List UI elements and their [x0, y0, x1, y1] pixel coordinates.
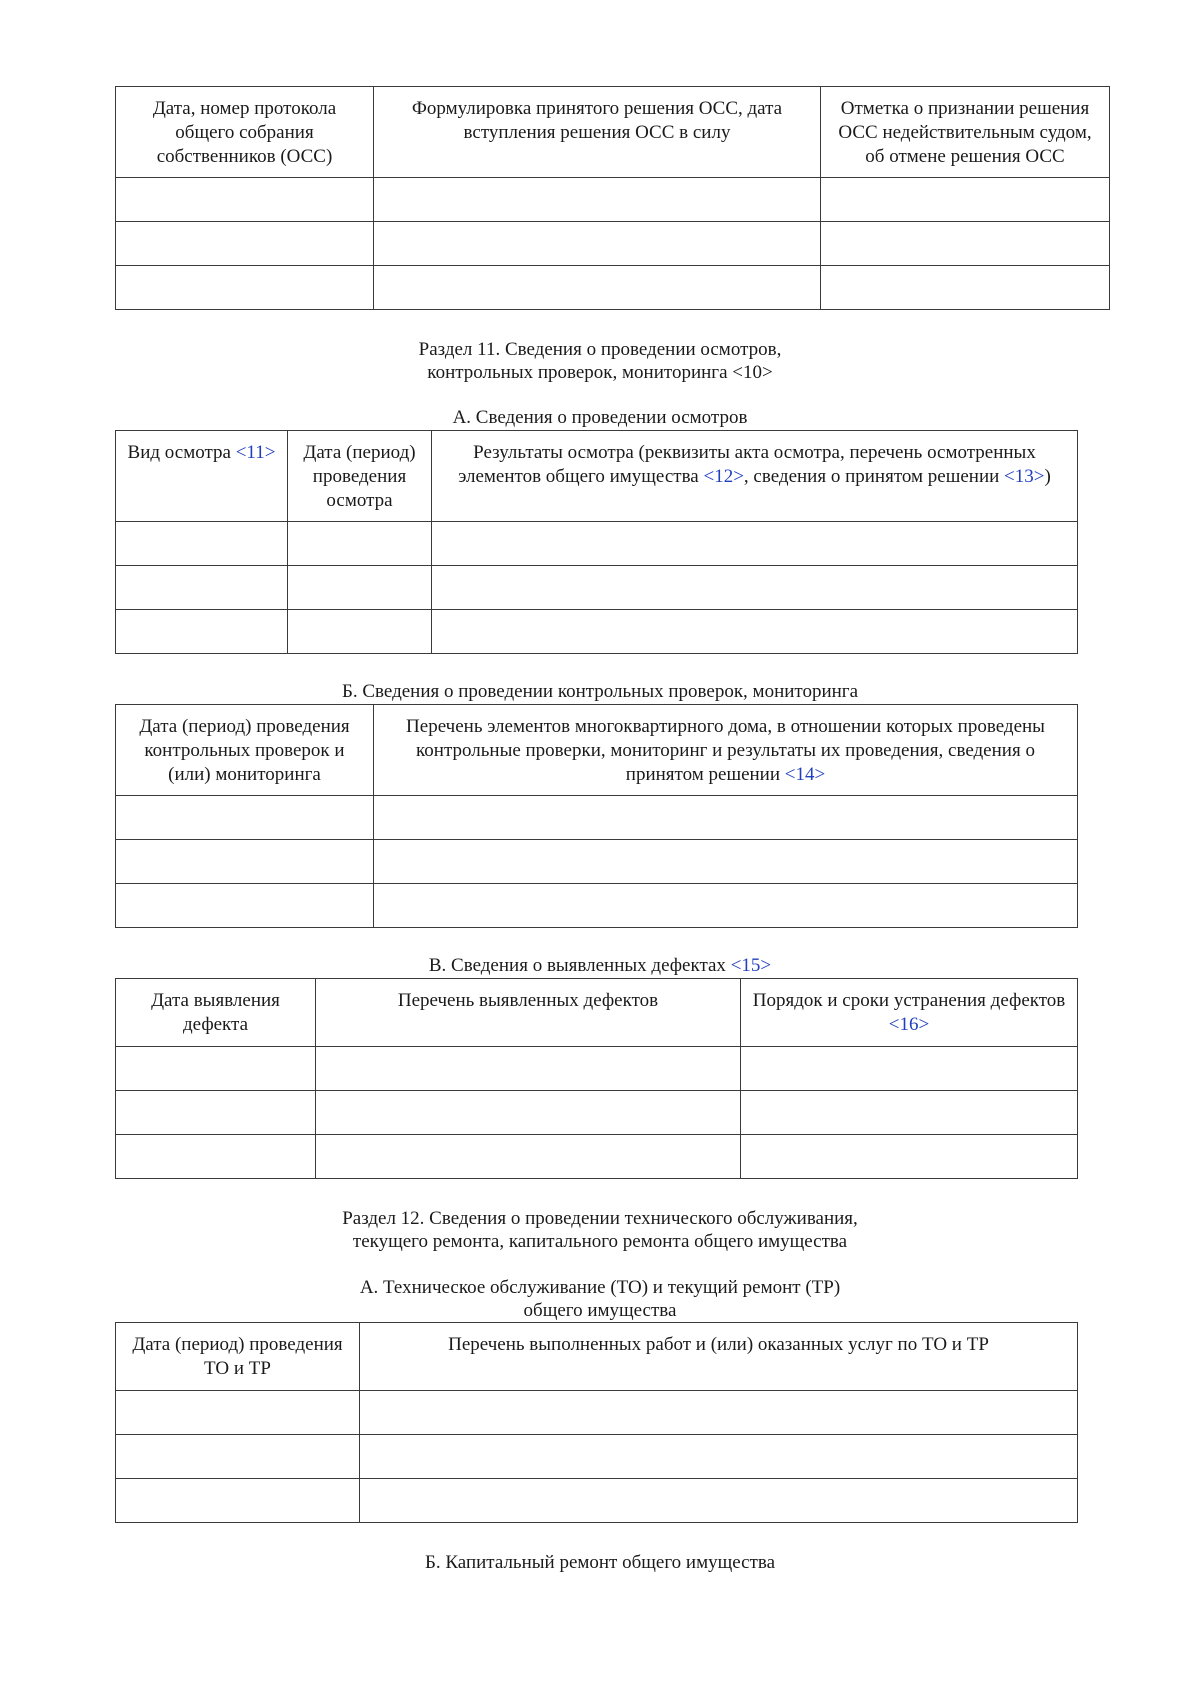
table-cell[interactable] [116, 796, 374, 840]
footnote-ref[interactable]: <10> [732, 362, 773, 383]
footnote-ref[interactable]: <13> [1004, 466, 1045, 487]
table-cell[interactable] [288, 566, 432, 610]
table-row [116, 1047, 1078, 1091]
column-header: Формулировка принятого решения ОСС, дата вступления решения ОСС в силу [374, 87, 821, 178]
footnote-ref[interactable]: <11> [235, 442, 276, 463]
table-cell[interactable] [116, 566, 288, 610]
footnote-ref[interactable]: <15> [730, 955, 772, 976]
column-header: Дата выявления дефекта [116, 979, 316, 1047]
table-cell[interactable] [116, 1047, 316, 1091]
column-header: Перечень выявленных дефектов [316, 979, 741, 1047]
header-text: Вид осмотра [127, 442, 231, 463]
table-row [116, 522, 1078, 566]
column-header: Дата (период) проведения осмотра [288, 431, 432, 522]
section-11-line1: Раздел 11. Сведения о проведении осмотров, [418, 339, 782, 360]
table-cell[interactable] [288, 522, 432, 566]
table-row [116, 1435, 1078, 1479]
column-header [116, 431, 288, 522]
table-cell[interactable] [116, 1479, 360, 1523]
defects-title-text: В. Сведения о выявленных дефектах [428, 955, 726, 976]
table-row [116, 222, 1110, 266]
inspections-title: А. Сведения о проведении осмотров [452, 407, 748, 428]
maintenance-title-line2: общего имущества [523, 1300, 677, 1321]
table-row [116, 1391, 1078, 1435]
table-cell[interactable] [821, 222, 1110, 266]
header-text: ) [1044, 466, 1051, 487]
monitoring-table [115, 704, 1078, 928]
table-cell[interactable] [116, 266, 374, 310]
table-header-row [116, 705, 1078, 796]
table-row [116, 796, 1078, 840]
section-11-line2-text: контрольных проверок, мониторинга [427, 362, 728, 383]
table-row [116, 1479, 1078, 1523]
table-cell[interactable] [116, 1135, 316, 1179]
table-cell[interactable] [116, 1435, 360, 1479]
column-header: Дата (период) проведения контрольных проверок и (или) мониторинга [116, 705, 374, 796]
occ-decisions-table [115, 86, 1110, 310]
header-text: Перечень элементов многоквартирного дома, в отношении которых проведены контрольные проверки, мониторинг и результаты их проведения, сведения о принятом решении [406, 716, 1045, 785]
table-row [116, 840, 1078, 884]
column-header: Перечень выполненных работ и (или) оказанных услуг по ТО и ТР [360, 1323, 1078, 1391]
column-header: Дата (период) проведения ТО и ТР [116, 1323, 360, 1391]
inspections-table [115, 430, 1078, 654]
table-cell[interactable] [374, 178, 821, 222]
table-cell[interactable] [821, 178, 1110, 222]
table-row [116, 266, 1110, 310]
column-header [374, 705, 1078, 796]
maintenance-title-line1: А. Техническое обслуживание (ТО) и текущий ремонт (ТР) [359, 1277, 841, 1298]
column-header: Отметка о признании решения ОСС недействительным судом, об отмене решения ОСС [821, 87, 1110, 178]
table-cell[interactable] [116, 884, 374, 928]
table-cell[interactable] [116, 1391, 360, 1435]
section-12-heading [0, 1207, 1200, 1253]
table-cell[interactable] [374, 884, 1078, 928]
table-cell[interactable] [316, 1047, 741, 1091]
footnote-ref[interactable]: <12> [703, 466, 744, 487]
table-cell[interactable] [374, 796, 1078, 840]
table-cell[interactable] [360, 1435, 1078, 1479]
table-row [116, 566, 1078, 610]
table-cell[interactable] [116, 178, 374, 222]
table-cell[interactable] [288, 610, 432, 654]
table-cell[interactable] [741, 1135, 1078, 1179]
column-header: Дата, номер протокола общего собрания собственников (ОСС) [116, 87, 374, 178]
table-row [116, 610, 1078, 654]
header-text: Результаты осмотра (реквизиты акта осмотра, перечень осмотренных элементов общего имущества [458, 442, 1036, 487]
table-cell[interactable] [741, 1091, 1078, 1135]
table-header-row [116, 87, 1110, 178]
footnote-ref[interactable]: <14> [784, 764, 826, 785]
defects-table [115, 978, 1078, 1179]
table-cell[interactable] [360, 1479, 1078, 1523]
defects-title [0, 954, 1200, 977]
header-text: , сведения о принятом решении [743, 466, 1000, 487]
table-cell[interactable] [374, 222, 821, 266]
monitoring-title: Б. Сведения о проведении контрольных проверок, мониторинга [341, 681, 859, 702]
section-11-heading [0, 338, 1200, 384]
table-cell[interactable] [432, 566, 1078, 610]
table-cell[interactable] [432, 610, 1078, 654]
table-row [116, 1091, 1078, 1135]
section-12-line2: текущего ремонта, капитального ремонта общего имущества [352, 1231, 848, 1252]
table-row [116, 884, 1078, 928]
table-cell[interactable] [116, 840, 374, 884]
table-header-row [116, 1323, 1078, 1391]
table-header-row [116, 979, 1078, 1047]
table-cell[interactable] [116, 222, 374, 266]
table-cell[interactable] [360, 1391, 1078, 1435]
maintenance-title [0, 1276, 1200, 1322]
column-header [432, 431, 1078, 522]
header-text: Порядок и сроки устранения дефектов [752, 990, 1066, 1011]
table-cell[interactable] [316, 1135, 741, 1179]
table-cell[interactable] [116, 610, 288, 654]
footnote-ref[interactable]: <16> [888, 1014, 930, 1035]
section-11-line2 [0, 361, 1200, 384]
table-cell[interactable] [116, 522, 288, 566]
section-12-line1: Раздел 12. Сведения о проведении технического обслуживания, [342, 1208, 858, 1229]
table-cell[interactable] [374, 266, 821, 310]
table-cell[interactable] [316, 1091, 741, 1135]
table-cell[interactable] [821, 266, 1110, 310]
capital-repair-title: Б. Капитальный ремонт общего имущества [424, 1552, 776, 1573]
table-header-row [116, 431, 1078, 522]
table-row [116, 1135, 1078, 1179]
table-row [116, 178, 1110, 222]
table-cell[interactable] [116, 1091, 316, 1135]
table-cell[interactable] [741, 1047, 1078, 1091]
table-cell[interactable] [374, 840, 1078, 884]
table-cell[interactable] [432, 522, 1078, 566]
column-header [741, 979, 1078, 1047]
maintenance-table [115, 1322, 1078, 1523]
